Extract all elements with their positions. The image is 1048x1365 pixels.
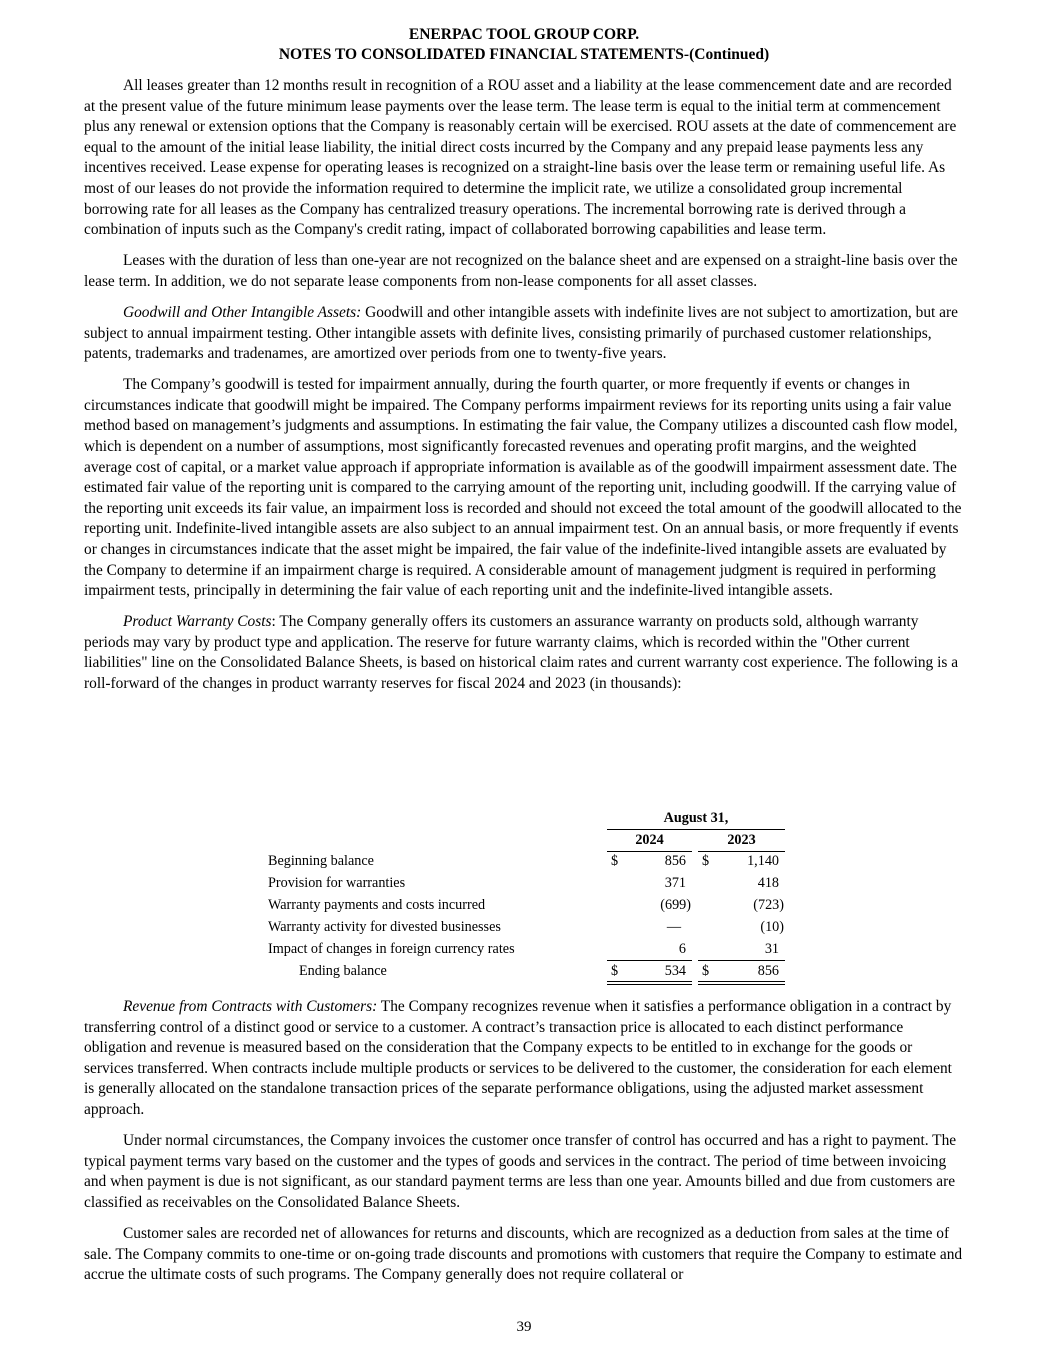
- notes-text-top: [84, 76, 964, 695]
- table-row-total: Ending balance $ 534 $ 856: [299, 963, 779, 979]
- paragraph-goodwill-intangibles: Goodwill and Other Intangible Assets: Goodwill and other intangible assets with indefinite lives are not subject to amortization, but are subject to annual impairment testing. Other intangible assets with definite lives, consisting primarily of purchased customer relationships, patents, trademarks and tradenames, are amortized over periods from one to twenty-five years.: [84, 303, 958, 363]
- paragraph-revenue-recognition: Revenue from Contracts with Customers: The Company recognizes revenue when it satisfies a performance obligation in a contract by transferring control of a distinct good or service to a customer. A contract’s transaction price is allocated to each distinct performance obligation and revenue is measured based on the consideration that the Company expects to be entitled to in exchange for the goods or services transferred. When contracts include multiple products or services to be delivered to the customer, the consideration for each element is generally allocated on the standalone transaction prices of the separate performance obligations, using the adjusted market assessment approach.: [84, 998, 952, 1118]
- company-name: ENERPAC TOOL GROUP CORP.: [408, 26, 640, 43]
- total-rule-2023-a: [698, 981, 785, 982]
- year-header-2023: 2023: [727, 832, 756, 848]
- paragraph-leases-recognition: All leases greater than 12 months result in recognition of a ROU asset and a liability at the lease commencement date and are recorded at the present value of the future minimum lease payments over the lease term. The lease term is equal to the initial term at commencement plus any renewal or extension options that the Company is reasonably certain will be exercised. ROU assets at the date of commencement are equal to the amount of the initial lease liability, the initial direct costs incurred by the Company and any prepaid lease payments less any incentives received. Lease expense for operating leases is recognized on a straight-line basis over the lease term or remaining useful life. As most of our leases do not provide the information required to determine the implicit rate, we utilize a consolidated group incremental borrowing rate for all leases as the Company has centralized treasury operations. The incremental borrowing rate is derived through a combination of inputs such as the Company's credit rating, impact of collaborated borrowing capabilities and lease term.: [84, 77, 957, 239]
- paragraph-customer-sales: Customer sales are recorded net of allowances for returns and discounts, which are recognized as a deduction from sales at the time of sale. The Company commits to one-time or on-going trade discounts and promotions with customers that require the Company to estimate and accrue the ultimate costs of such programs. The Company generally does not require collateral or: [84, 1224, 963, 1284]
- page-number: 39: [516, 1319, 532, 1335]
- total-rule-2023-b: [698, 984, 785, 985]
- table-row: Impact of changes in foreign currency rates 6 31: [268, 941, 779, 957]
- table-row: Warranty payments and costs incurred (699) (723): [268, 897, 784, 913]
- notes-text-bottom: [84, 997, 964, 1286]
- table-row: Beginning balance $ 856 $ 1,140: [268, 853, 779, 869]
- year-header-2024: 2024: [635, 832, 664, 848]
- table-row: Warranty activity for divested businesses — (10): [268, 919, 784, 935]
- total-rule-2024-b: [607, 984, 692, 985]
- paragraph-goodwill-impairment: The Company’s goodwill is tested for impairment annually, during the fourth quarter, or more frequently if events or changes in circumstances indicate that goodwill might be impaired. The Company performs impairment reviews for its reporting units using a fair value method based on management’s judgments and assumptions. In estimating the fair value, the Company utilizes a discounted cash flow model, which is dependent on a number of assumptions, most significantly forecasted revenues and operating profit margins, and the weighted average cost of capital, or a market value approach if appropriate information is available as of the goodwill impairment assessment date. The estimated fair value of the reporting unit is compared to the carrying amount of the reporting unit, including goodwill. If the carrying value of the reporting unit exceeds its fair value, an impairment loss is recorded and should not exceed the total amount of the goodwill allocated to the reporting unit. Indefinite-lived intangible assets are also subject to an annual impairment test. On an annual basis, or more frequently if events or changes in circumstances indicate that the asset might be impaired, the fair value of the indefinite-lived intangible assets are evaluated by the Company to determine if an impairment charge is required. A considerable amount of management judgment is required in performing impairment tests, principally in determining the fair value of each reporting unit and the indefinite-lived intangible assets.: [84, 376, 962, 600]
- page-title: NOTES TO CONSOLIDATED FINANCIAL STATEMENTS-(Continued): [278, 46, 770, 63]
- table-period-header: August 31,: [663, 810, 729, 826]
- total-rule-2024-a: [607, 981, 692, 982]
- table-row: Provision for warranties 371 418: [268, 875, 779, 891]
- paragraph-product-warranty: Product Warranty Costs: The Company generally offers its customers an assurance warranty on products sold, although warranty periods may vary by product type and application. The reserve for future warranty claims, which is recorded within the "Other current liabilities" line on the Consolidated Balance Sheets, is based on historical claim rates and current warranty cost experience. The following is a roll-forward of the changes in product warranty reserves for fiscal 2024 and 2023 (in thousands):: [84, 613, 959, 693]
- paragraph-invoicing: Under normal circumstances, the Company invoices the customer once transfer of control has occurred and has a right to payment. The typical payment terms vary based on the customer and the types of goods and services in the contract. The period of time between invoicing and when payment is due is not significant, as our standard payment terms are less than one year. Amounts billed and due from customers are classified as receivables on the Consolidated Balance Sheets.: [84, 1132, 957, 1211]
- paragraph-short-term-leases: Leases with the duration of less than one-year are not recognized on the balance sheet and are expensed on a straight-line basis over the lease term. In addition, we do not separate lease components from non-lease components for all asset classes.: [84, 252, 958, 290]
